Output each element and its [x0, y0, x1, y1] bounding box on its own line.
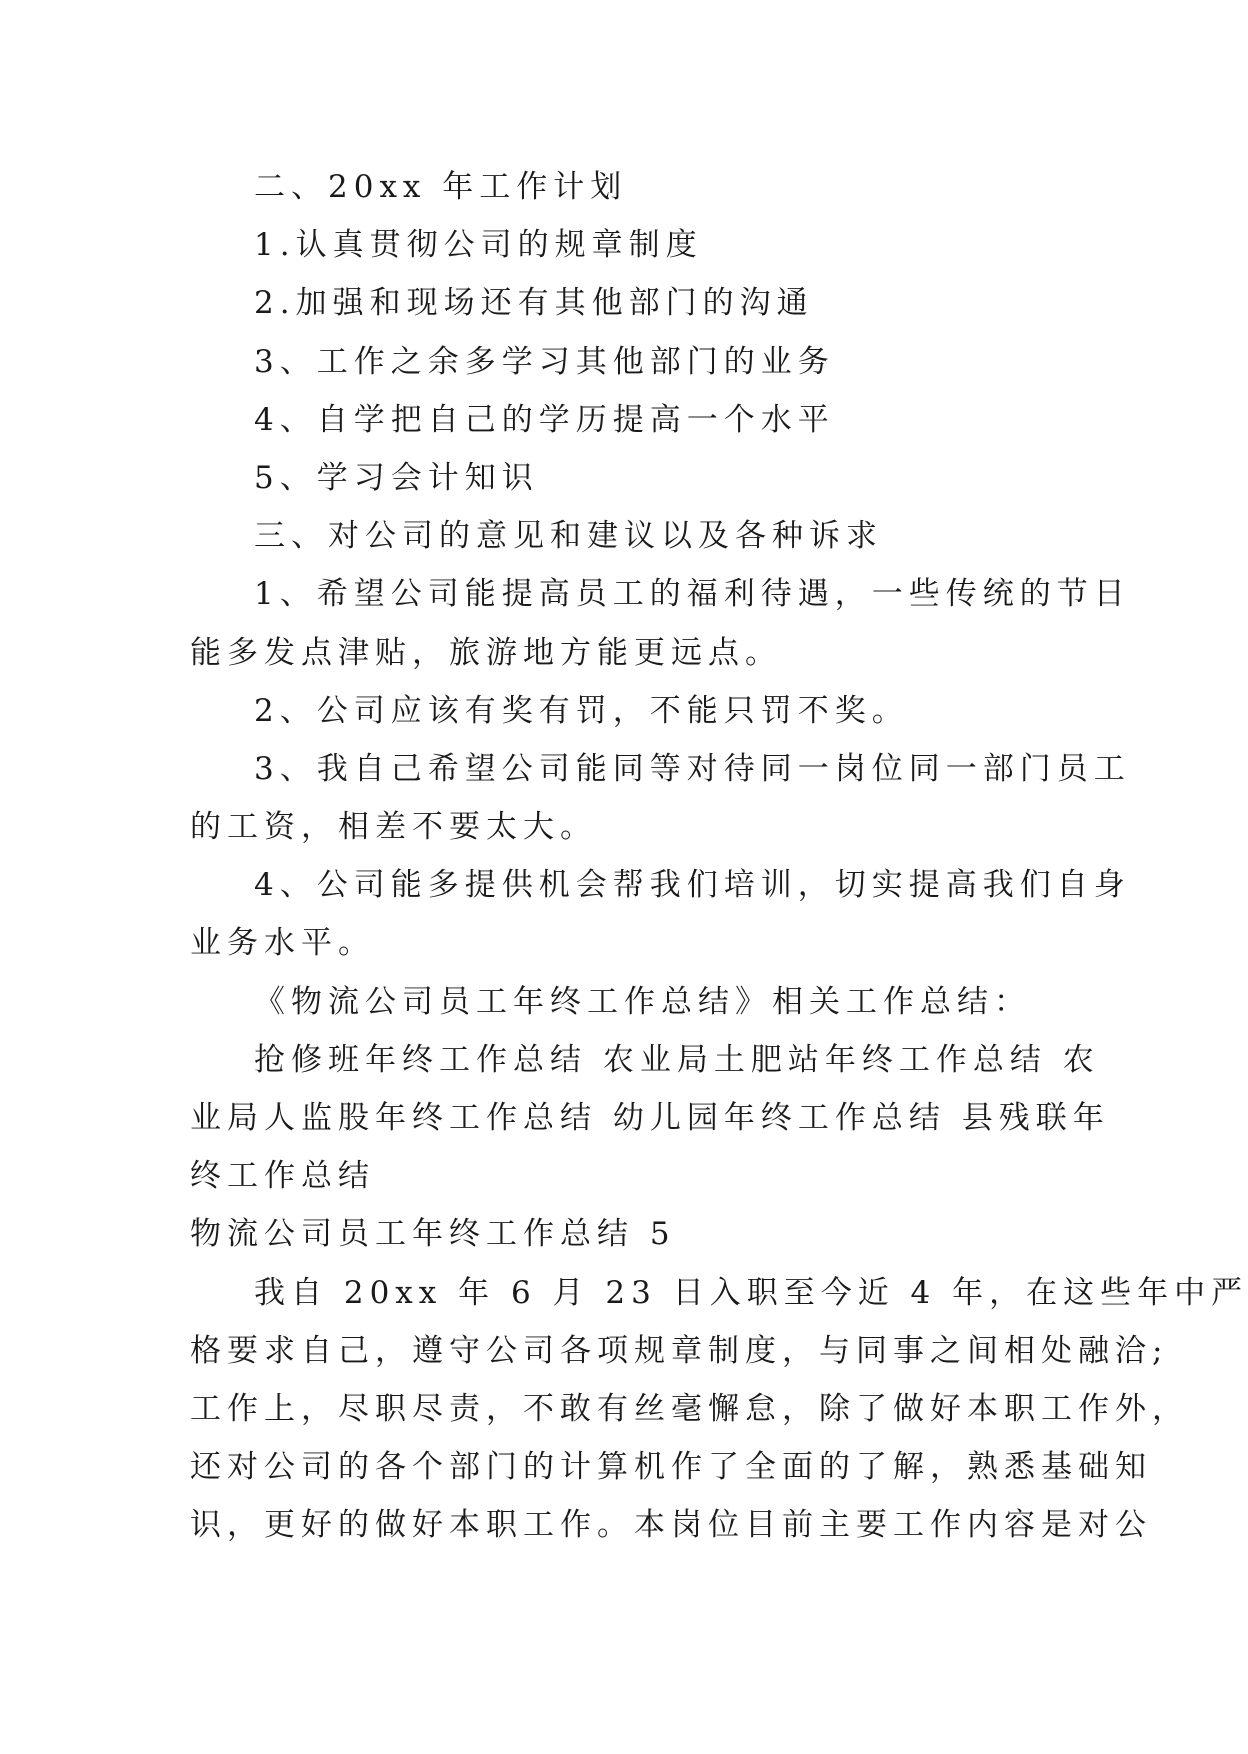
text-line: 抢修班年终工作总结 农业局土肥站年终工作总结 农 [254, 1041, 1100, 1078]
document-page [190, 158, 1248, 1555]
text-line: 3、我自己希望公司能同等对待同一岗位同一部门员工 [254, 750, 1131, 787]
text-line: 4、公司能多提供机会帮我们培训，切实提高我们自身 [254, 867, 1131, 904]
text-line: 业务水平。 [190, 925, 375, 962]
text-line: 还对公司的各个部门的计算机作了全面的了解，熟悉基础知 [190, 1449, 1152, 1486]
text-line: 3、工作之余多学习其他部门的业务 [254, 343, 835, 380]
text-line: 2、公司应该有奖有罚，不能只罚不奖。 [254, 692, 909, 729]
text-line: 2.加强和现场还有其他部门的沟通 [254, 285, 814, 322]
text-line: 《物流公司员工年终工作总结》相关工作总结： [254, 983, 1031, 1020]
text-line: 能多发点津贴，旅游地方能更远点。 [190, 634, 782, 671]
text-line: 我自 20xx 年 6 月 23 日入职至今近 4 年，在这些年中严 [254, 1274, 1248, 1311]
text-line: 业局人监股年终工作总结 幼儿园年终工作总结 县残联年 [190, 1100, 1110, 1136]
text-line: 物流公司员工年终工作总结 5 [190, 1216, 676, 1253]
text-line: 终工作总结 [190, 1158, 375, 1195]
text-line: 工作上，尽职尽责，不敢有丝毫懈怠，除了做好本职工作外， [190, 1390, 1189, 1427]
text-line: 4、自学把自己的学历提高一个水平 [254, 401, 835, 438]
text-line: 二、20xx 年工作计划 [254, 169, 628, 205]
text-line: 三、对公司的意见和建议以及各种诉求 [254, 518, 883, 555]
text-line: 5、学习会计知识 [254, 459, 539, 496]
text-line: 格要求自己，遵守公司各项规章制度，与同事之间相处融洽; [190, 1332, 1169, 1369]
text-line: 1、希望公司能提高员工的福利待遇，一些传统的节日 [254, 576, 1131, 613]
text-line: 1.认真贯彻公司的规章制度 [254, 227, 703, 264]
text-line: 的工资，相差不要太大。 [190, 809, 597, 846]
text-line: 识，更好的做好本职工作。本岗位目前主要工作内容是对公 [190, 1507, 1152, 1544]
